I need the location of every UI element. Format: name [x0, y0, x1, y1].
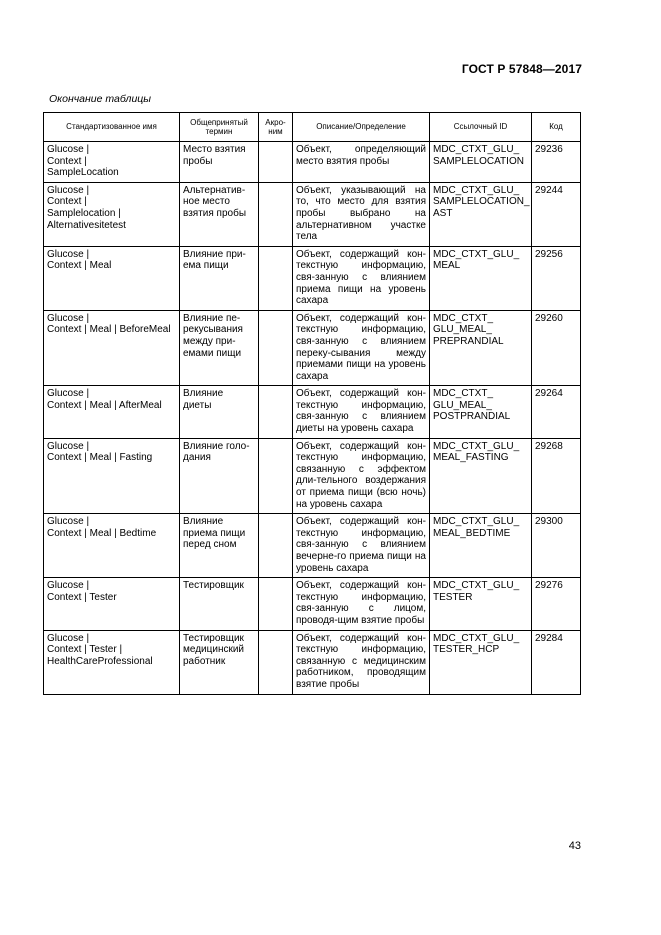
cell-code: 29300	[532, 514, 581, 578]
table-row	[44, 438, 581, 514]
table-row	[44, 310, 581, 386]
table-row	[44, 246, 581, 310]
cell-standardized-name: Glucose | Context | Tester | HealthCareProfessional	[44, 630, 180, 694]
cell-reference-id: MDC_CTXT_GLU_ TESTER	[430, 578, 532, 630]
cell-description: Объект, содержащий кон-текстную информацию, связанную с эффектом дли-тельного воздержания от приема пищи (всю ночь) на уровень сахара	[293, 438, 430, 514]
cell-standardized-name: Glucose | Context | Tester	[44, 578, 180, 630]
cell-description: Объект, содержащий кон-текстную информацию, связанную с медицинским работником, проводящим взятие пробы	[293, 630, 430, 694]
cell-common-term: Альтернатив- ное место взятия пробы	[180, 182, 259, 246]
cell-description: Объект, содержащий кон-текстную информацию, свя-занную с влиянием приема пищи на уровень сахара	[293, 246, 430, 310]
cell-description: Объект, содержащий кон-текстную информацию, свя-занную с лицом, проводя-щим взятие пробы	[293, 578, 430, 630]
cell-standardized-name: Glucose | Context | Meal	[44, 246, 180, 310]
cell-common-term: Место взятия пробы	[180, 142, 259, 183]
table-row	[44, 142, 581, 183]
cell-description: Объект, содержащий кон-текстную информацию, свя-занную с влиянием диеты на уровень сахара	[293, 386, 430, 438]
cell-code: 29260	[532, 310, 581, 386]
cell-acronym	[259, 630, 293, 694]
cell-acronym	[259, 514, 293, 578]
cell-code: 29284	[532, 630, 581, 694]
page-number: 43	[568, 840, 581, 852]
cell-standardized-name: Glucose | Context | SampleLocation	[44, 142, 180, 183]
cell-standardized-name: Glucose | Context | Meal | Bedtime	[44, 514, 180, 578]
cell-code: 29268	[532, 438, 581, 514]
column-header-description: Описание/Определение	[293, 113, 430, 142]
cell-code: 29264	[532, 386, 581, 438]
document-standard-id: ГОСТ Р 57848—2017	[461, 62, 582, 76]
cell-reference-id: MDC_CTXT_GLU_ MEAL_FASTING	[430, 438, 532, 514]
table-row	[44, 386, 581, 438]
table-header-row	[44, 113, 581, 142]
table-row	[44, 630, 581, 694]
cell-reference-id: MDC_CTXT_GLU_ SAMPLELOCATION	[430, 142, 532, 183]
cell-acronym	[259, 246, 293, 310]
cell-description: Объект, определяющий место взятия пробы	[293, 142, 430, 183]
cell-standardized-name: Glucose | Context | Meal | AfterMeal	[44, 386, 180, 438]
cell-standardized-name: Glucose | Context | Samplelocation | Alternativesitetest	[44, 182, 180, 246]
table-caption: Окончание таблицы	[49, 93, 152, 105]
table-row	[44, 182, 581, 246]
cell-acronym	[259, 386, 293, 438]
table-row	[44, 514, 581, 578]
column-header-acronym: Акро- ним	[259, 113, 293, 142]
column-header-common-term: Общепринятый термин	[180, 113, 259, 142]
cell-common-term: Влияние диеты	[180, 386, 259, 438]
table-row	[44, 578, 581, 630]
cell-acronym	[259, 310, 293, 386]
cell-description: Объект, содержащий кон-текстную информацию, свя-занную с влиянием переку-сывания между приемами пищи на уровень сахара	[293, 310, 430, 386]
cell-code: 29236	[532, 142, 581, 183]
cell-common-term: Тестировщик	[180, 578, 259, 630]
cell-acronym	[259, 438, 293, 514]
cell-code: 29276	[532, 578, 581, 630]
cell-acronym	[259, 182, 293, 246]
cell-reference-id: MDC_CTXT_GLU_ MEAL_BEDTIME	[430, 514, 532, 578]
cell-acronym	[259, 578, 293, 630]
cell-reference-id: MDC_CTXT_ GLU_MEAL_ POSTPRANDIAL	[430, 386, 532, 438]
cell-common-term: Влияние пе- рекусывания между при- емами пищи	[180, 310, 259, 386]
column-header-reference-id: Ссылочный ID	[430, 113, 532, 142]
column-header-standardized-name: Стандартизованное имя	[44, 113, 180, 142]
cell-description: Объект, содержащий кон-текстную информацию, свя-занную с влиянием вечерне-го приема пищи на уровень сахара	[293, 514, 430, 578]
cell-description: Объект, указывающий на то, что место для взятия пробы выбрано на альтернативном участке тела	[293, 182, 430, 246]
cell-common-term: Влияние при- ема пищи	[180, 246, 259, 310]
cell-common-term: Тестировщик медицинский работник	[180, 630, 259, 694]
cell-common-term: Влияние голо- дания	[180, 438, 259, 514]
cell-common-term: Влияние приема пищи перед сном	[180, 514, 259, 578]
cell-reference-id: MDC_CTXT_ GLU_MEAL_ PREPRANDIAL	[430, 310, 532, 386]
cell-acronym	[259, 142, 293, 183]
column-header-code: Код	[532, 113, 581, 142]
cell-reference-id: MDC_CTXT_GLU_ MEAL	[430, 246, 532, 310]
cell-code: 29256	[532, 246, 581, 310]
cell-standardized-name: Glucose | Context | Meal | BeforeMeal	[44, 310, 180, 386]
cell-standardized-name: Glucose | Context | Meal | Fasting	[44, 438, 180, 514]
data-table	[43, 112, 581, 695]
cell-reference-id: MDC_CTXT_GLU_ SAMPLELOCATION_ AST	[430, 182, 532, 246]
cell-reference-id: MDC_CTXT_GLU_ TESTER_HCP	[430, 630, 532, 694]
cell-code: 29244	[532, 182, 581, 246]
